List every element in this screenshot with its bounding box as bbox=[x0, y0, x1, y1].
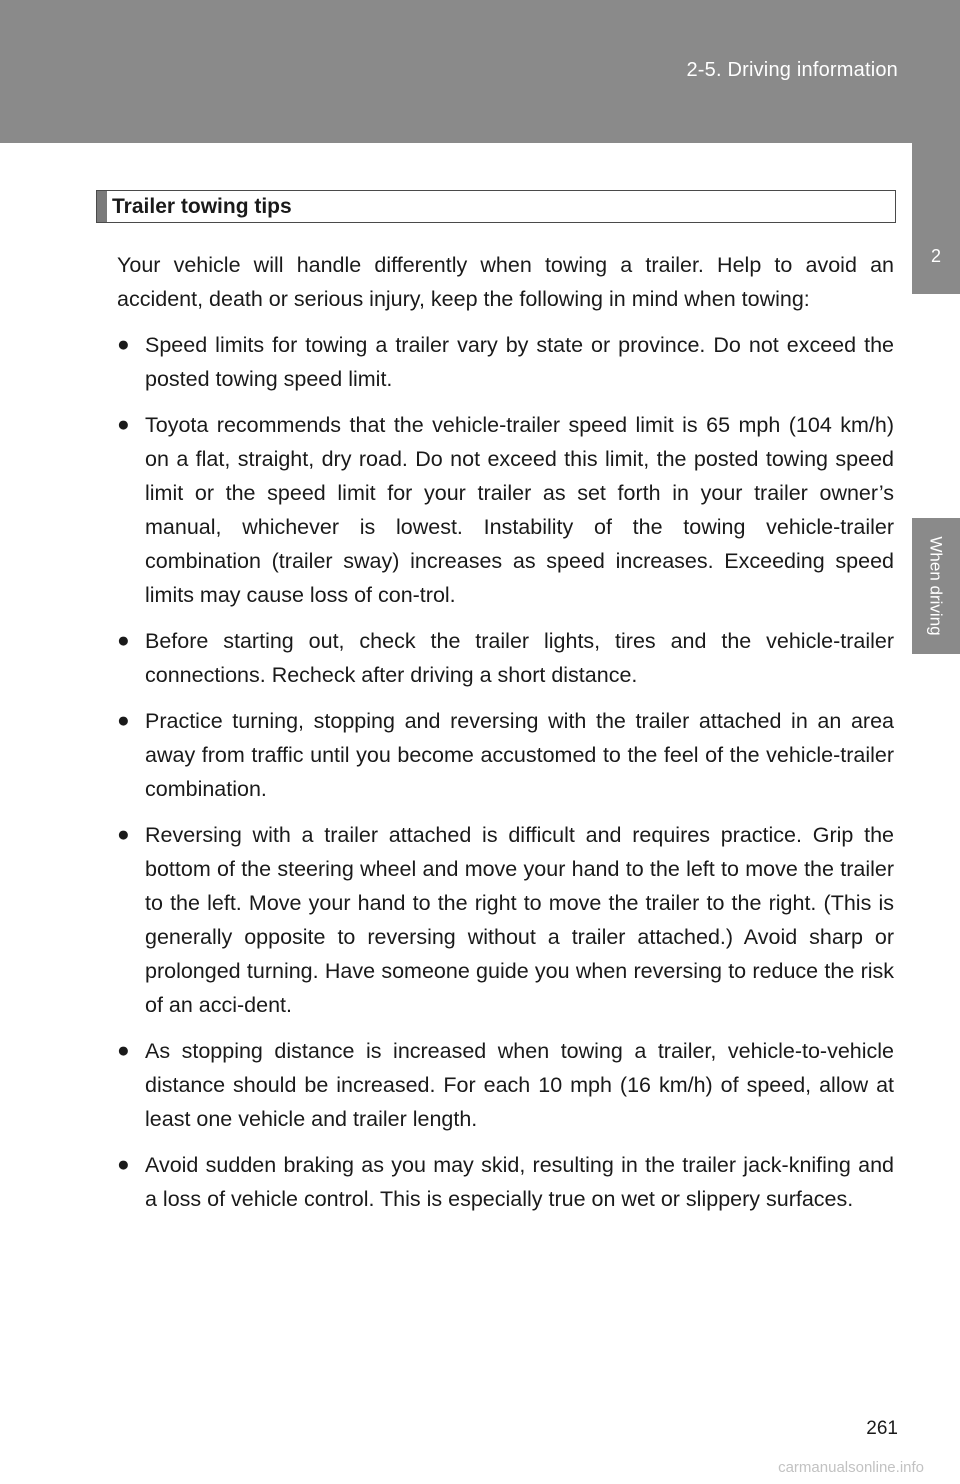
bullet-item bbox=[117, 408, 894, 612]
bullet-item bbox=[117, 704, 894, 806]
side-tab-number bbox=[912, 218, 960, 294]
page-number: 261 bbox=[866, 1418, 898, 1439]
filled-circle-bullet-icon: ● bbox=[117, 629, 130, 652]
section-title-accent bbox=[97, 191, 107, 222]
section-title-box bbox=[96, 190, 896, 223]
bullet-item bbox=[117, 818, 894, 1022]
bullet-item bbox=[117, 328, 894, 396]
bullet-text: Practice turning, stopping and reversing with the trailer attached in an area away from traffic until you become accustomed to the feel of the vehicle-trailer combination. bbox=[145, 709, 894, 801]
section-path: 2-5. Driving information bbox=[686, 59, 898, 81]
bullet-item bbox=[117, 1034, 894, 1136]
bullet-text: Reversing with a trailer attached is difficult and requires practice. Grip the bottom of the steering wheel and move your hand to the left to move the trailer to the left. Move your hand to the right to move the trailer to the right. (This is generally opposite to reversing without a trailer attached.) Avoid sharp or prolonged turning. Have someone guide you when reversing to reduce the risk of an acci-dent. bbox=[145, 823, 894, 1017]
filled-circle-bullet-icon: ● bbox=[117, 709, 130, 732]
intro-paragraph: Your vehicle will handle differently when towing a trailer. Help to avoid an accident, death or serious injury, keep the following in mind when towing: bbox=[117, 253, 894, 311]
filled-circle-bullet-icon: ● bbox=[117, 413, 130, 436]
side-tab-label bbox=[912, 518, 960, 654]
bullet-text: Avoid sudden braking as you may skid, resulting in the trailer jack-knifing and a loss of vehicle control. This is especially true on wet or slippery surfaces. bbox=[145, 1153, 894, 1211]
bullet-item bbox=[117, 624, 894, 692]
filled-circle-bullet-icon: ● bbox=[117, 1039, 130, 1062]
bullet-text: Speed limits for towing a trailer vary by state or province. Do not exceed the posted towing speed limit. bbox=[145, 333, 894, 391]
chapter-number: 2 bbox=[930, 245, 941, 266]
bullet-text: Toyota recommends that the vehicle-trailer speed limit is 65 mph (104 km/h) on a flat, straight, dry road. Do not exceed this limit, the posted towing speed limit or the speed limit for your trailer as set forth in your trailer owner’s manual, whichever is lowest. Instability of the towing vehicle-trailer combination (trailer sway) increases as speed increases. Exceeding speed limits may cause loss of con-trol. bbox=[145, 413, 894, 607]
filled-circle-bullet-icon: ● bbox=[117, 1153, 130, 1176]
main-content bbox=[117, 248, 894, 1228]
bullet-text: As stopping distance is increased when towing a trailer, vehicle-to-vehicle distance should be increased. For each 10 mph (16 km/h) of speed, allow at least one vehicle and trailer length. bbox=[145, 1039, 894, 1131]
header-band bbox=[0, 0, 960, 143]
chapter-label: When driving bbox=[927, 536, 946, 636]
filled-circle-bullet-icon: ● bbox=[117, 333, 130, 356]
filled-circle-bullet-icon: ● bbox=[117, 823, 130, 846]
section-title: Trailer towing tips bbox=[112, 195, 292, 218]
watermark: carmanualsonline.info bbox=[778, 1459, 924, 1476]
bullet-text: Before starting out, check the trailer lights, tires and the vehicle-trailer connections. Recheck after driving a short distance. bbox=[145, 629, 894, 687]
bullet-item bbox=[117, 1148, 894, 1216]
bullet-list bbox=[117, 328, 894, 1216]
side-tab-top bbox=[912, 143, 960, 218]
